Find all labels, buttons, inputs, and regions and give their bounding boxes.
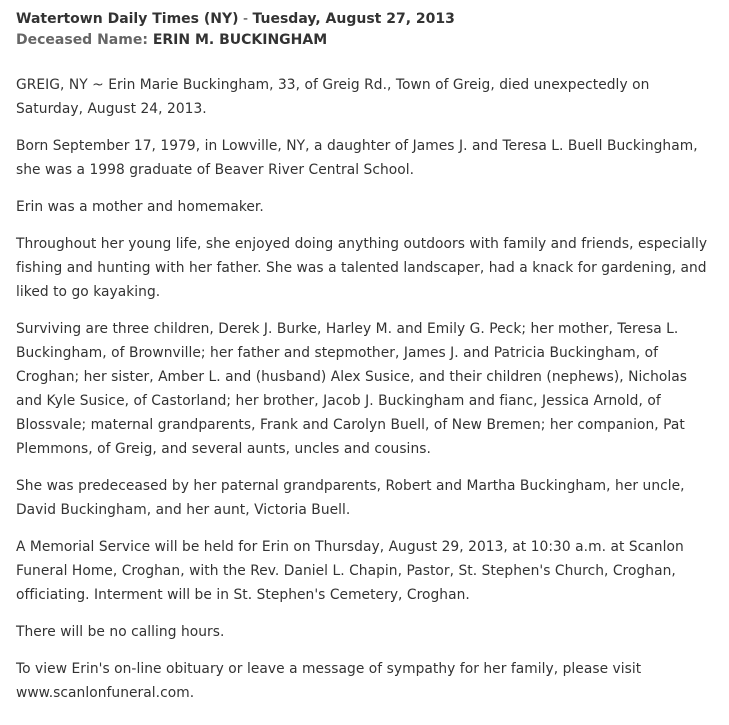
paragraph-memorial-service: A Memorial Service will be held for Erin on Thursday, August 29, 2013, at 10:30 a.m. at Scanlon Funeral Home, Croghan, with the Rev. Daniel L. Chapin, Pastor, St. Stephen's Church, Croghan, officiating. Interment will be in St. Stephen's Cemetery, Croghan.: [16, 539, 684, 603]
paragraph-intro: GREIG, NY ~ Erin Marie Buckingham, 33, of Greig Rd., Town of Greig, died unexpectedly on Saturday, August 24, 2013.: [16, 77, 650, 117]
publication-header: [16, 9, 713, 30]
paragraph-calling-hours: There will be no calling hours.: [16, 624, 225, 640]
paragraph-occupation: Erin was a mother and homemaker.: [16, 199, 264, 215]
paragraph-interests: Throughout her young life, she enjoyed doing anything outdoors with family and friends, especially fishing and hunting with her father. She was a talented landscaper, had a knack for gardening, and liked to go kayaking.: [16, 236, 708, 300]
obituary-body: [16, 73, 713, 705]
deceased-label: Deceased Name:: [16, 32, 148, 48]
deceased-name: ERIN M. BUCKINGHAM: [152, 32, 328, 48]
paragraph-birth: Born September 17, 1979, in Lowville, NY, a daughter of James J. and Teresa L. Buell Buckingham, she was a 1998 graduate of Beaver River Central School.: [16, 138, 698, 178]
paragraph-online-obituary: To view Erin's on-line obituary or leave a message of sympathy for her family, please visit www.scanlonfuneral.com.: [16, 661, 642, 701]
deceased-header: [16, 30, 713, 51]
header-separator: -: [238, 11, 253, 27]
paragraph-survivors: Surviving are three children, Derek J. Burke, Harley M. and Emily G. Peck; her mother, Teresa L. Buckingham, of Brownville; her father and stepmother, James J. and Patricia Buckingham, of Croghan; her sister, Amber L. and (husband) Alex Susice, and their children (nephews), Nicholas and Kyle Susice, of Castorland; her brother, Jacob J. Buckingham and fianc, Jessica Arnold, of Blossvale; maternal grandparents, Frank and Carolyn Buell, of New Bremen; her companion, Pat Plemmons, of Greig, and several aunts, uncles and cousins.: [16, 321, 687, 457]
paragraph-predeceased: She was predeceased by her paternal grandparents, Robert and Martha Buckingham, her uncle, David Buckingham, and her aunt, Victoria Buell.: [16, 478, 685, 518]
publication-name: Watertown Daily Times (NY): [16, 11, 239, 27]
publication-date: Tuesday, August 27, 2013: [252, 11, 455, 27]
